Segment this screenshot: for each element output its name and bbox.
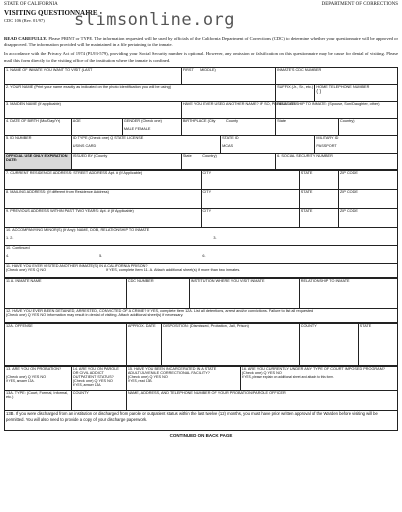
residence-address-field[interactable]: 7. CURRENT RESIDENCE ADDRESS: STREET ADDRESS Apt. # (If Applicable) [5, 170, 202, 189]
home-phone-field[interactable]: HOME TELEPHONE NUMBER ( ) [315, 84, 398, 101]
residence-city-field[interactable]: CITY [201, 170, 299, 189]
relationship-field[interactable]: RELATIONSHIP TO INMATE: (Spouse, Son/Daughter, other) [276, 101, 398, 118]
id-number-field[interactable]: 5. ID NUMBER [5, 135, 72, 153]
probation-checkbox[interactable]: 13. ARE YOU ON PROBATION? (Check one) Q YES NO If YES, answer 13A. [5, 366, 72, 390]
form-section-1 [4, 67, 398, 170]
discharge-notice: 13B. If you were discharged from an institution or discharged from parole or outpatient status within the last twelve (12) months, you must have prior written approval of the Warden before visiting will be permitted. You will also need to provide a copy of your discharge paperwork. [5, 410, 398, 430]
other-name-field[interactable]: HAVE YOU EVER USED ANOTHER NAME? IF SO, PLEASE LIST [181, 101, 275, 118]
probation-type-field[interactable]: 13A. TYPE: (Court, Formal, Informal, etc.) [5, 390, 72, 410]
accompanying-minors-field[interactable]: 10. ACCOMPANYING MINOR(S) (If Any): NAME, DOB, RELATIONSHIP TO INMATE 1. 2. 3. [5, 227, 398, 245]
court-program-checkbox[interactable]: 16. ARE YOU CURRENTLY UNDER ANY TYPE OF COURT IMPOSED PROGRAM? (Check one) Q YES NO If YES, please explain on additional sheet and attach to this form. [240, 366, 397, 390]
ssn-field[interactable]: 6. SOCIAL SECURITY NUMBER [276, 153, 398, 169]
other-inmate-cdc-field[interactable]: CDC NUMBER [126, 278, 189, 308]
id-type-checkbox[interactable]: ID TYPE (Check one) Q STATE LICENSE USINS CARD [71, 135, 220, 153]
probation-county-field[interactable]: COUNTY [71, 390, 126, 410]
parole-checkbox[interactable]: 14. ARE YOU ON PAROLE OR CIVIL ADDICT OUTPATIENT STATUS? (Check one) Q YES NO If YES, answer 13A. [71, 366, 126, 390]
age-field[interactable]: AGE [71, 118, 122, 135]
state-label: STATE OF CALIFORNIA [4, 2, 58, 7]
offense-date-field[interactable]: APPROX. DATE [126, 323, 161, 365]
intro-text-1: Please PRINT or TYPE. The information requested will be used by officials of the California Department of Corrections (CDC) to determine whether your questionnaire will be approved or disapproved. The information provided will be maintained in a file pertaining to the inmate. [4, 36, 398, 48]
offense-field[interactable]: 12A. OFFENSE [5, 323, 127, 365]
maiden-name-field[interactable]: 3. MAIDEN NAME (If applicable) [5, 101, 182, 118]
inmate-cdc-number-field[interactable]: INMATE'S CDC NUMBER [276, 67, 398, 84]
issued-by-field[interactable]: ISSUED BY (County [71, 153, 181, 169]
form-section-3 [4, 278, 398, 323]
form-number: CDC 106 (Rev. 01/97) [4, 18, 45, 23]
continued-footer: CONTINUED ON BACK PAGE [169, 432, 233, 438]
form-section-2 [4, 170, 398, 278]
form-section-4 [4, 323, 398, 366]
birthplace-field[interactable]: BIRTHPLACE (City County [181, 118, 275, 135]
previous-city-field[interactable]: CITY [201, 208, 299, 227]
intro-paragraph-1 [4, 36, 398, 48]
intro-paragraph-2: In accordance with the Privacy Act of 1974 (PL93-579), providing your Social Security number is optional. However, any omission or falsification on this questionnaire may be cause for denial of visiting. Please mail this form directly to the visiting office of the institution where the inmate is confined. [4, 51, 398, 63]
intro-lead: READ CAREFULLY. [4, 36, 48, 41]
mailing-city-field[interactable]: CITY [201, 189, 299, 208]
previous-zip-field[interactable]: ZIP CODE [339, 208, 398, 227]
arrest-history-checkbox[interactable]: 12. HAVE YOU EVER BEEN DETAINED, ARRESTED, CONVICTED OF A CRIME? If YES, complete Item 12A. List all detentions, arrest and/or convictions. Failure to list all requested (Check one) Q YES NO information may result in denial of visiting. Attach additional sheet(s) if necessary. [5, 308, 398, 322]
birth-state-field[interactable]: State [276, 118, 339, 135]
official-use-box: OFFICIAL USE ONLY EXPIRATION DATE: [5, 153, 72, 169]
offense-state-field[interactable]: STATE [358, 323, 397, 365]
visited-other-inmate-checkbox[interactable]: 11. HAVE YOU EVER VISITED ANOTHER INMATE(S) IN A CALIFORNIA PRISON? (Check one) YES Q NO If YES, complete Item 11. A. Attach additional sheet(s) if more than two inmates. [5, 263, 398, 277]
form-title: VISITING QUESTIONNAIRE [4, 9, 98, 17]
officer-info-field[interactable]: NAME, ADDRESS, AND TELEPHONE NUMBER OF YOUR PROBATION/PAROLE OFFICER [126, 390, 397, 410]
residence-state-field[interactable]: STATE [299, 170, 338, 189]
form-section-5 [4, 366, 398, 431]
questionnaire-page [4, 2, 398, 508]
disposition-field[interactable]: DISPOSITION: (Dismissed, Probation, Jail, Prison) [162, 323, 300, 365]
mailing-address-field[interactable]: 8. MAILING ADDRESS: (If different from Residence Address) [5, 189, 202, 208]
residence-zip-field[interactable]: ZIP CODE [339, 170, 398, 189]
offense-county-field[interactable]: COUNTY [299, 323, 358, 365]
inmate-first-name-field[interactable]: FIRST MIDDLE) [181, 67, 275, 84]
inmate-last-name-field[interactable]: 1. NAME OF INMATE YOU WANT TO VISIT (LAST [5, 67, 182, 84]
incarcerated-checkbox[interactable]: 15. HAVE YOU BEEN INCARCERATED IN A STATE ADULT/JUVENILE CORRECTIONAL FACILITY? (Check one) Q YES NO If YES, read 13B. [126, 366, 240, 390]
birth-country-field[interactable]: Country) [339, 118, 398, 135]
department-label: DEPARTMENT OF CORRECTIONS [321, 2, 398, 7]
other-relationship-field[interactable]: RELATIONSHIP TO INMATE [299, 278, 397, 308]
other-inmate-name-field[interactable]: 11 A. INMATE NAME [5, 278, 127, 308]
military-id-checkbox[interactable]: MILITARY ID PASSPORT [315, 135, 398, 153]
state-id-checkbox[interactable]: STATE ID MCAS [221, 135, 315, 153]
mailing-zip-field[interactable]: ZIP CODE [339, 189, 398, 208]
your-name-field[interactable]: 2. YOUR NAME (Print your name exactly as indicated on the photo identification you will be using) [5, 84, 276, 101]
other-institution-field[interactable]: INSTITUTION WHERE YOU VISIT INMATE [189, 278, 299, 308]
minors-continued-field[interactable]: 10. Continued 4. 5. 6. [5, 245, 398, 263]
previous-address-field[interactable]: 9. PREVIOUS ADDRESS WITHIN PAST TWO YEARS: Apt. # (If Applicable) [5, 208, 202, 227]
previous-state-field[interactable]: STATE [299, 208, 338, 227]
suffix-field[interactable]: SUFFIX (Jr., Sr., etc.) [276, 84, 315, 101]
gender-checkbox[interactable]: GENDER (Check one) MALE FEMALE [122, 118, 181, 135]
mailing-state-field[interactable]: STATE [299, 189, 338, 208]
issued-state-field[interactable]: State Country) [181, 153, 275, 169]
watermark: slimsonline.org [74, 10, 236, 30]
form-header [4, 2, 398, 36]
dob-field[interactable]: 4. DATE OF BIRTH (Mo/Day/Yr) [5, 118, 72, 135]
